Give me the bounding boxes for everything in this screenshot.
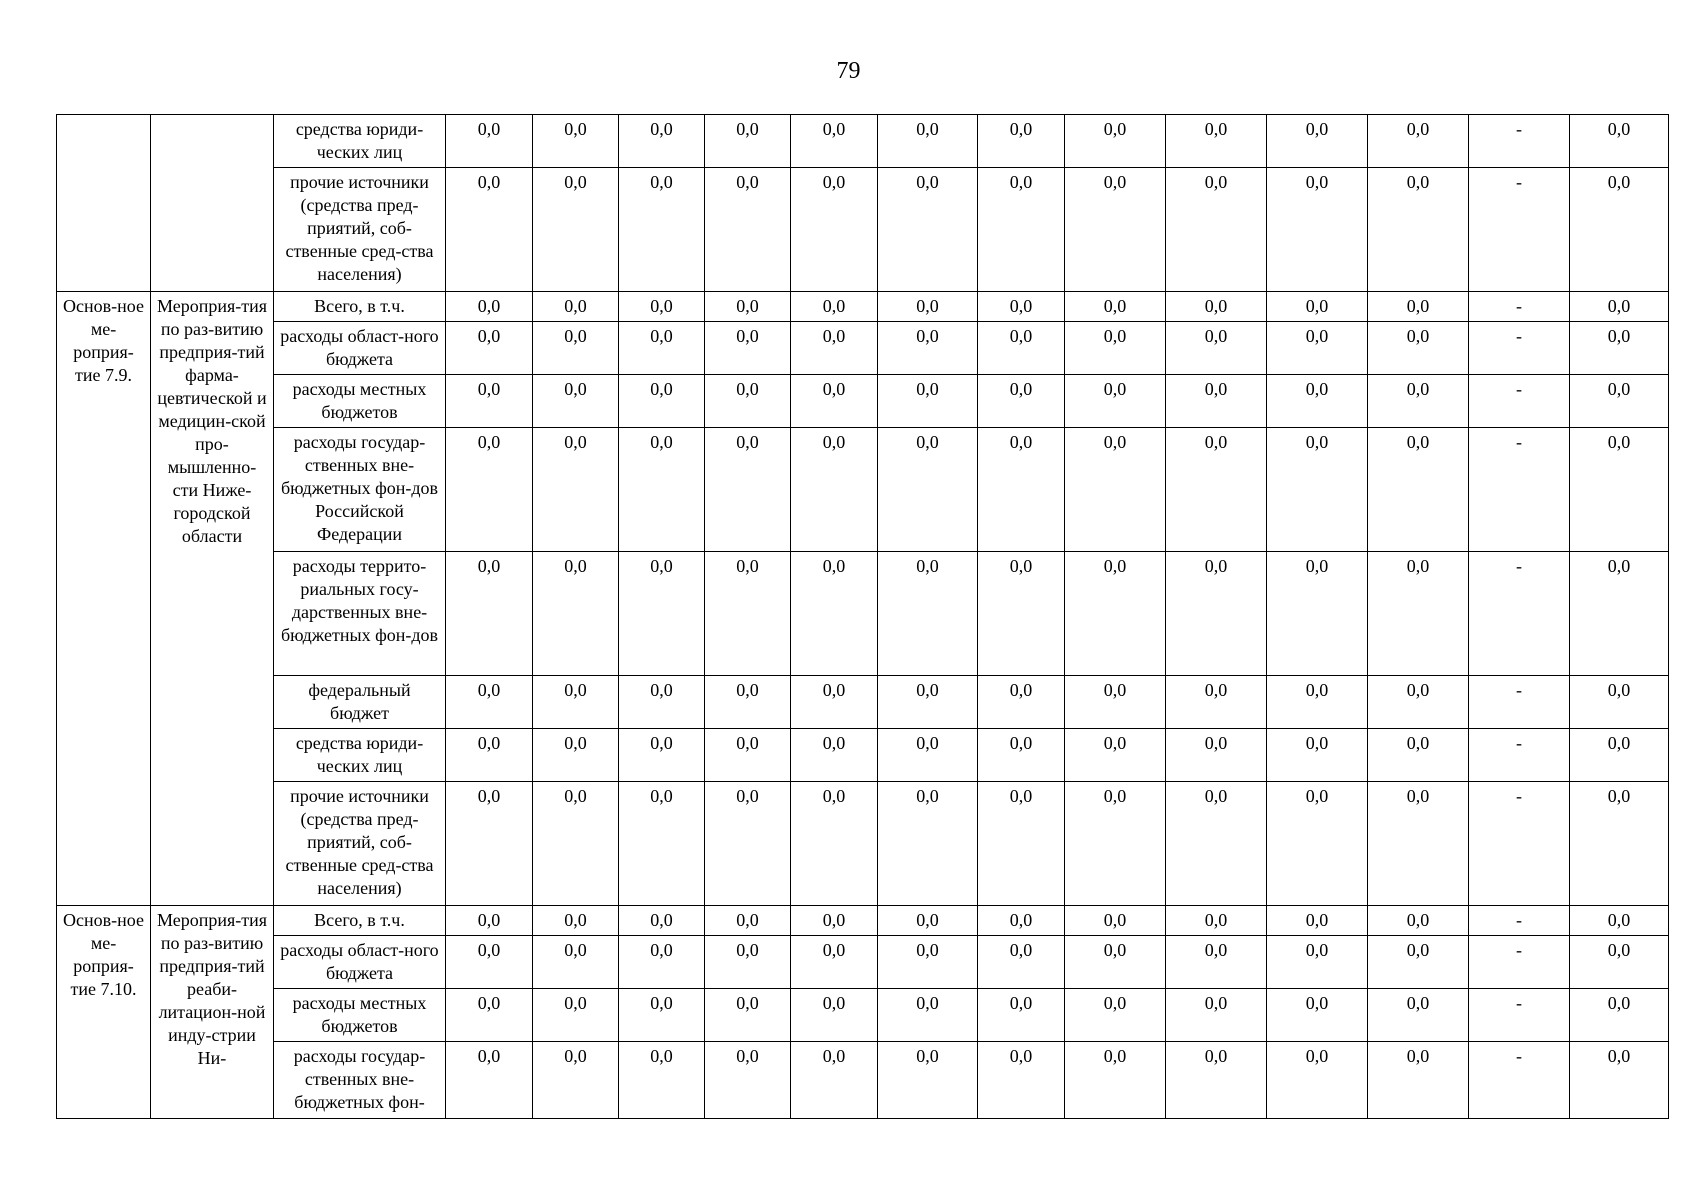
value-cell: 0,0: [533, 552, 619, 676]
activity-name-cell: Мероприя-тия по раз-витию предприя-тий реаби-литацион-ной инду-стрии Ни-: [151, 906, 274, 1119]
table-row: [57, 782, 1669, 906]
value-cell: 0,0: [619, 676, 705, 729]
value-cell: 0,0: [978, 989, 1065, 1042]
value-cell: 0,0: [1065, 1042, 1166, 1119]
empty-value-cell: -: [1469, 989, 1570, 1042]
value-cell: 0,0: [1570, 1042, 1669, 1119]
value-cell: 0,0: [1570, 552, 1669, 676]
funding-source-cell: Всего, в т.ч.: [274, 292, 446, 322]
value-cell: 0,0: [1570, 428, 1669, 552]
value-cell: 0,0: [1368, 989, 1469, 1042]
value-cell: 0,0: [1267, 292, 1368, 322]
empty-value-cell: -: [1469, 906, 1570, 936]
value-cell: 0,0: [533, 292, 619, 322]
value-cell: 0,0: [1267, 729, 1368, 782]
value-cell: 0,0: [619, 729, 705, 782]
value-cell: 0,0: [1570, 168, 1669, 292]
value-cell: 0,0: [446, 375, 533, 428]
value-cell: 0,0: [1166, 936, 1267, 989]
table-row: [57, 729, 1669, 782]
value-cell: 0,0: [978, 552, 1065, 676]
value-cell: 0,0: [1065, 322, 1166, 375]
value-cell: 0,0: [533, 428, 619, 552]
table-row: [57, 322, 1669, 375]
value-cell: 0,0: [1368, 936, 1469, 989]
value-cell: 0,0: [705, 428, 791, 552]
value-cell: 0,0: [1368, 322, 1469, 375]
funding-source-cell: федеральный бюджет: [274, 676, 446, 729]
value-cell: 0,0: [1166, 115, 1267, 168]
funding-source-cell: расходы местных бюджетов: [274, 989, 446, 1042]
value-cell: 0,0: [533, 906, 619, 936]
value-cell: 0,0: [1267, 168, 1368, 292]
value-cell: 0,0: [791, 115, 878, 168]
value-cell: 0,0: [705, 782, 791, 906]
funding-source-cell: Всего, в т.ч.: [274, 906, 446, 936]
value-cell: 0,0: [446, 428, 533, 552]
value-cell: 0,0: [446, 292, 533, 322]
value-cell: 0,0: [978, 428, 1065, 552]
value-cell: 0,0: [1368, 375, 1469, 428]
value-cell: 0,0: [1166, 676, 1267, 729]
value-cell: 0,0: [619, 782, 705, 906]
table-row: [57, 115, 1669, 168]
value-cell: 0,0: [705, 375, 791, 428]
value-cell: 0,0: [1368, 906, 1469, 936]
value-cell: 0,0: [1166, 375, 1267, 428]
value-cell: 0,0: [1570, 936, 1669, 989]
value-cell: 0,0: [1166, 1042, 1267, 1119]
value-cell: 0,0: [791, 906, 878, 936]
funding-source-cell: расходы местных бюджетов: [274, 375, 446, 428]
value-cell: 0,0: [705, 989, 791, 1042]
value-cell: 0,0: [791, 782, 878, 906]
table-row: [57, 552, 1669, 676]
table-row: [57, 375, 1669, 428]
value-cell: 0,0: [791, 292, 878, 322]
empty-value-cell: -: [1469, 676, 1570, 729]
value-cell: 0,0: [1065, 375, 1166, 428]
funding-source-cell: средства юриди-ческих лиц: [274, 115, 446, 168]
value-cell: 0,0: [1065, 782, 1166, 906]
value-cell: 0,0: [619, 906, 705, 936]
value-cell: 0,0: [705, 322, 791, 375]
value-cell: 0,0: [533, 322, 619, 375]
value-cell: 0,0: [791, 1042, 878, 1119]
value-cell: 0,0: [1065, 989, 1166, 1042]
value-cell: 0,0: [533, 115, 619, 168]
value-cell: 0,0: [1368, 292, 1469, 322]
value-cell: 0,0: [1570, 729, 1669, 782]
value-cell: 0,0: [1570, 782, 1669, 906]
value-cell: 0,0: [978, 936, 1065, 989]
table-row: [57, 676, 1669, 729]
value-cell: 0,0: [619, 552, 705, 676]
value-cell: 0,0: [878, 322, 978, 375]
value-cell: 0,0: [1166, 782, 1267, 906]
value-cell: 0,0: [1065, 676, 1166, 729]
value-cell: 0,0: [1570, 906, 1669, 936]
activity-code-cell: Основ-ное ме-роприя-тие 7.10.: [57, 906, 151, 1119]
value-cell: 0,0: [978, 375, 1065, 428]
value-cell: 0,0: [1570, 989, 1669, 1042]
value-cell: 0,0: [1368, 676, 1469, 729]
table-row: [57, 989, 1669, 1042]
value-cell: 0,0: [705, 906, 791, 936]
value-cell: 0,0: [1368, 115, 1469, 168]
value-cell: 0,0: [619, 168, 705, 292]
value-cell: 0,0: [1166, 322, 1267, 375]
value-cell: 0,0: [705, 729, 791, 782]
value-cell: 0,0: [1065, 552, 1166, 676]
funding-source-cell: расходы област-ного бюджета: [274, 936, 446, 989]
funding-source-cell: прочие источники (средства пред-приятий, соб-ственные сред-ства населения): [274, 168, 446, 292]
value-cell: 0,0: [978, 729, 1065, 782]
value-cell: 0,0: [533, 782, 619, 906]
value-cell: 0,0: [978, 292, 1065, 322]
value-cell: 0,0: [1368, 1042, 1469, 1119]
value-cell: 0,0: [705, 292, 791, 322]
empty-value-cell: -: [1469, 1042, 1570, 1119]
value-cell: 0,0: [878, 292, 978, 322]
value-cell: 0,0: [446, 1042, 533, 1119]
value-cell: 0,0: [791, 989, 878, 1042]
value-cell: 0,0: [1368, 729, 1469, 782]
value-cell: 0,0: [533, 676, 619, 729]
value-cell: 0,0: [446, 989, 533, 1042]
value-cell: 0,0: [1166, 552, 1267, 676]
value-cell: 0,0: [619, 936, 705, 989]
value-cell: 0,0: [1166, 428, 1267, 552]
value-cell: 0,0: [619, 115, 705, 168]
value-cell: 0,0: [1267, 428, 1368, 552]
value-cell: 0,0: [1166, 989, 1267, 1042]
value-cell: 0,0: [878, 428, 978, 552]
value-cell: 0,0: [1570, 292, 1669, 322]
value-cell: 0,0: [1065, 428, 1166, 552]
value-cell: 0,0: [446, 676, 533, 729]
value-cell: 0,0: [878, 552, 978, 676]
value-cell: 0,0: [791, 936, 878, 989]
table-row: [57, 428, 1669, 552]
value-cell: 0,0: [619, 322, 705, 375]
value-cell: 0,0: [1065, 168, 1166, 292]
funding-source-cell: расходы област-ного бюджета: [274, 322, 446, 375]
value-cell: 0,0: [878, 729, 978, 782]
value-cell: 0,0: [446, 322, 533, 375]
value-cell: 0,0: [878, 168, 978, 292]
value-cell: 0,0: [878, 375, 978, 428]
funding-source-cell: расходы государ-ственных вне-бюджетных фон-дов Российской Федерации: [274, 428, 446, 552]
value-cell: 0,0: [1570, 322, 1669, 375]
empty-value-cell: -: [1469, 115, 1570, 168]
value-cell: 0,0: [878, 906, 978, 936]
empty-value-cell: -: [1469, 292, 1570, 322]
value-cell: 0,0: [1267, 322, 1368, 375]
value-cell: 0,0: [1267, 1042, 1368, 1119]
value-cell: 0,0: [978, 676, 1065, 729]
value-cell: 0,0: [1166, 729, 1267, 782]
value-cell: 0,0: [1267, 115, 1368, 168]
value-cell: 0,0: [1267, 552, 1368, 676]
value-cell: 0,0: [446, 115, 533, 168]
value-cell: 0,0: [533, 1042, 619, 1119]
value-cell: 0,0: [446, 906, 533, 936]
value-cell: 0,0: [1065, 115, 1166, 168]
funding-source-cell: расходы террито-риальных госу-дарственных вне-бюджетных фон-дов: [274, 552, 446, 676]
activity-name-cell: [151, 115, 274, 292]
value-cell: 0,0: [791, 428, 878, 552]
value-cell: 0,0: [705, 115, 791, 168]
table-row: [57, 292, 1669, 322]
value-cell: 0,0: [705, 936, 791, 989]
value-cell: 0,0: [533, 375, 619, 428]
value-cell: 0,0: [1368, 782, 1469, 906]
empty-value-cell: -: [1469, 322, 1570, 375]
value-cell: 0,0: [978, 1042, 1065, 1119]
value-cell: 0,0: [1166, 906, 1267, 936]
value-cell: 0,0: [533, 989, 619, 1042]
empty-value-cell: -: [1469, 782, 1570, 906]
value-cell: 0,0: [978, 782, 1065, 906]
value-cell: 0,0: [533, 168, 619, 292]
page-number: 79: [836, 58, 861, 84]
value-cell: 0,0: [446, 936, 533, 989]
value-cell: 0,0: [533, 729, 619, 782]
value-cell: 0,0: [1267, 375, 1368, 428]
value-cell: 0,0: [878, 936, 978, 989]
value-cell: 0,0: [978, 322, 1065, 375]
value-cell: 0,0: [1267, 782, 1368, 906]
activity-code-cell: Основ-ное ме-роприя-тие 7.9.: [57, 292, 151, 906]
activity-code-cell: [57, 115, 151, 292]
value-cell: 0,0: [1065, 292, 1166, 322]
value-cell: 0,0: [1267, 936, 1368, 989]
budget-table: [56, 114, 1669, 1119]
table-row: [57, 168, 1669, 292]
activity-name-cell: Мероприя-тия по раз-витию предприя-тий фарма-цевтической и медицин-ской про-мышленно-сти Ниже-городской области: [151, 292, 274, 906]
value-cell: 0,0: [705, 1042, 791, 1119]
value-cell: 0,0: [1570, 676, 1669, 729]
value-cell: 0,0: [1267, 989, 1368, 1042]
value-cell: 0,0: [1267, 676, 1368, 729]
value-cell: 0,0: [1166, 292, 1267, 322]
empty-value-cell: -: [1469, 552, 1570, 676]
value-cell: 0,0: [978, 906, 1065, 936]
value-cell: 0,0: [791, 322, 878, 375]
empty-value-cell: -: [1469, 375, 1570, 428]
value-cell: 0,0: [619, 1042, 705, 1119]
table-body: [57, 115, 1669, 1119]
value-cell: 0,0: [791, 676, 878, 729]
table-row: [57, 936, 1669, 989]
value-cell: 0,0: [791, 729, 878, 782]
value-cell: 0,0: [978, 168, 1065, 292]
funding-source-cell: средства юриди-ческих лиц: [274, 729, 446, 782]
value-cell: 0,0: [878, 989, 978, 1042]
value-cell: 0,0: [1065, 729, 1166, 782]
value-cell: 0,0: [705, 676, 791, 729]
value-cell: 0,0: [1166, 168, 1267, 292]
value-cell: 0,0: [619, 375, 705, 428]
value-cell: 0,0: [1065, 936, 1166, 989]
value-cell: 0,0: [978, 115, 1065, 168]
value-cell: 0,0: [619, 989, 705, 1042]
empty-value-cell: -: [1469, 168, 1570, 292]
funding-source-cell: расходы государ-ственных вне-бюджетных фон-: [274, 1042, 446, 1119]
value-cell: 0,0: [791, 552, 878, 676]
value-cell: 0,0: [791, 375, 878, 428]
value-cell: 0,0: [878, 1042, 978, 1119]
value-cell: 0,0: [1267, 906, 1368, 936]
value-cell: 0,0: [446, 729, 533, 782]
funding-source-cell: прочие источники (средства пред-приятий, соб-ственные сред-ства населения): [274, 782, 446, 906]
value-cell: 0,0: [878, 676, 978, 729]
table-row: [57, 906, 1669, 936]
value-cell: 0,0: [446, 552, 533, 676]
value-cell: 0,0: [1065, 906, 1166, 936]
empty-value-cell: -: [1469, 428, 1570, 552]
value-cell: 0,0: [878, 115, 978, 168]
value-cell: 0,0: [446, 168, 533, 292]
value-cell: 0,0: [791, 168, 878, 292]
value-cell: 0,0: [1368, 552, 1469, 676]
value-cell: 0,0: [1368, 168, 1469, 292]
value-cell: 0,0: [1570, 115, 1669, 168]
value-cell: 0,0: [705, 552, 791, 676]
value-cell: 0,0: [619, 292, 705, 322]
value-cell: 0,0: [533, 936, 619, 989]
value-cell: 0,0: [446, 782, 533, 906]
empty-value-cell: -: [1469, 729, 1570, 782]
value-cell: 0,0: [1368, 428, 1469, 552]
value-cell: 0,0: [619, 428, 705, 552]
value-cell: 0,0: [878, 782, 978, 906]
empty-value-cell: -: [1469, 936, 1570, 989]
value-cell: 0,0: [705, 168, 791, 292]
value-cell: 0,0: [1570, 375, 1669, 428]
table-row: [57, 1042, 1669, 1119]
